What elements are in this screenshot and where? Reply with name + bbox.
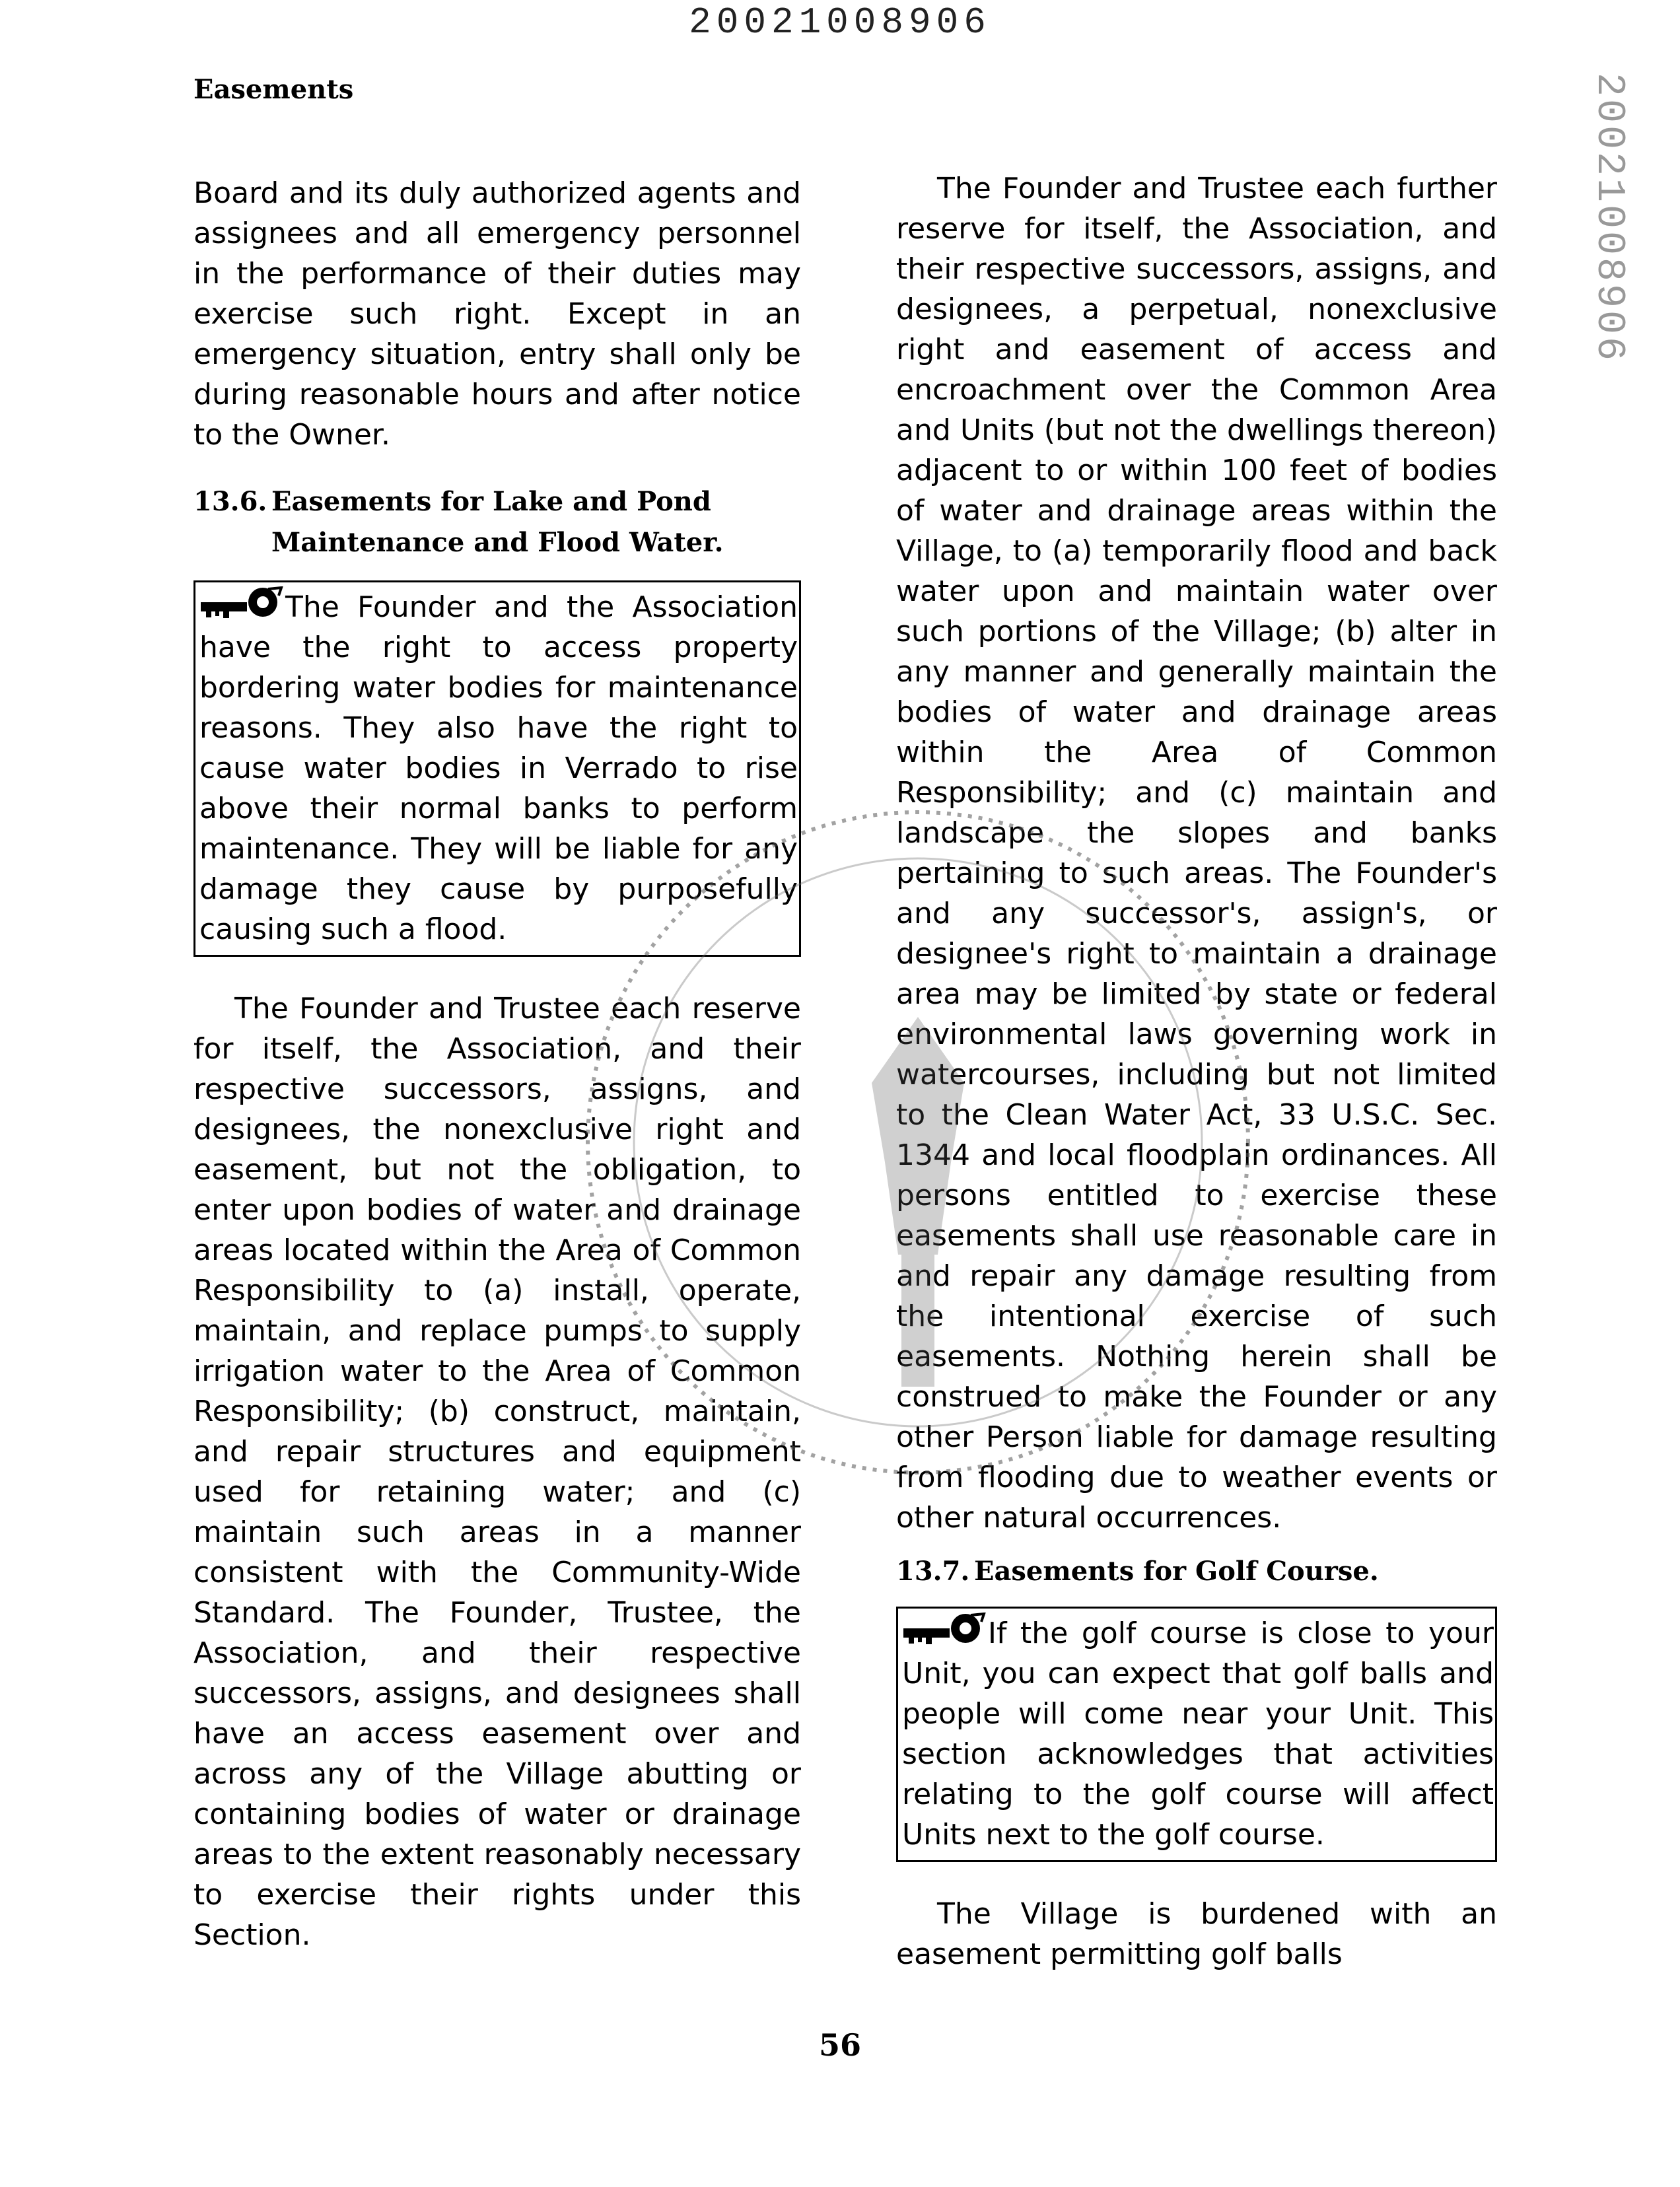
callout-13-7-text: If the golf course is close to your Unit, you can expect that golf balls and people will come near your Unit. This section acknowledges that activities relating to the golf course will affect Units next to the golf course. [902, 1616, 1494, 1852]
intro-paragraph: Board and its duly authorized agents and assignees and all emergency personnel in the performance of their duties may exercise such right. Except in an emergency situation, entry shall only be during reasonable hours and after notice to the Owner. [193, 176, 801, 452]
section-heading: Easements [193, 74, 354, 105]
right-body-paragraph: The Founder and Trustee each further reserve for itself, the Association, and their respective successors, assigns, and designees, a perpetual, nonexclusive right and easement of access and encroachment over the Common Area and Units (but not the dwellings thereon) adjacent to or within 100 feet of bodies of water and drainage areas within the Village, to (a) temporarily flood and back water upon and maintain water over such portions of the Village; (b) alter in any manner and generally maintain the bodies of water and drainage areas within the Area of Common Responsibility; and (c) maintain and landscape the slopes and banks pertaining to such areas. The Founder's and any successor's, assign's, or designee's right to maintain a drainage area may be limited by state or federal environmental laws governing work in watercourses, including but not limited to the Clean Water Act, 33 U.S.C. Sec. 1344 and local floodplain ordinances. All persons entitled to exercise these easements shall use reasonable care in and repair any damage resulting from the intentional exercise of such easements. Nothing herein shall be construed to make the Founder or any other Person liable for damage resulting from flooding due to weather events or other natural occurrences. [896, 172, 1497, 1535]
subsection-13-6-title-line2: Maintenance and Flood Water. [271, 527, 724, 558]
callout-paragraph [902, 1613, 1494, 1855]
left-column [193, 173, 801, 1955]
right-column [896, 168, 1497, 1974]
final-paragraph: The Village is burdened with an easement permitting golf balls [896, 1897, 1497, 1971]
side-recording-stamp: 20021008906 [1586, 73, 1631, 364]
subsection-13-6-heading [193, 481, 801, 563]
callout-paragraph [199, 586, 798, 950]
document-number: 20021008906 [689, 1, 991, 44]
subsection-13-6-title-line1: Easements for Lake and Pond [271, 486, 711, 517]
subsection-13-7-heading [896, 1551, 1497, 1592]
callout-box-13-7 [896, 1607, 1497, 1862]
subsection-13-7-title: Easements for Golf Course. [974, 1556, 1379, 1587]
callout-13-6-text: The Founder and the Association have the right to access property bordering water bodies for maintenance reasons. They also have the right to cause water bodies in Verrado to rise above their normal banks to perform maintenance. They will be liable for any damage they cause by purposefully causing such a flood. [199, 590, 798, 946]
key-icon [902, 1613, 987, 1647]
key-icon [199, 586, 284, 621]
subsection-13-6-number: 13.6. [193, 486, 267, 517]
callout-box-13-6 [193, 580, 801, 957]
subsection-13-7-number: 13.7. [896, 1556, 970, 1587]
body-paragraph-13-6: The Founder and Trustee each reserve for itself, the Association, and their respective successors, assigns, and designees, the nonexclusive right and easement, but not the obligation, to enter upon bodies of water and drainage areas located within the Area of Common Responsibility to (a) install, operate, maintain, and replace pumps to supply irrigation water to the Area of Common Responsibility; (b) construct, maintain, and repair structures and equipment used for retaining water; and (c) maintain such areas in a manner consistent with the Community-Wide Standard. The Founder, Trustee, the Association, and their respective successors, assigns, and designees shall have an access easement over and across any of the Village abutting or containing bodies of water or drainage areas to the extent reasonably necessary to exercise their rights under this Section. [193, 992, 801, 1952]
page-number: 56 [818, 2027, 861, 2063]
